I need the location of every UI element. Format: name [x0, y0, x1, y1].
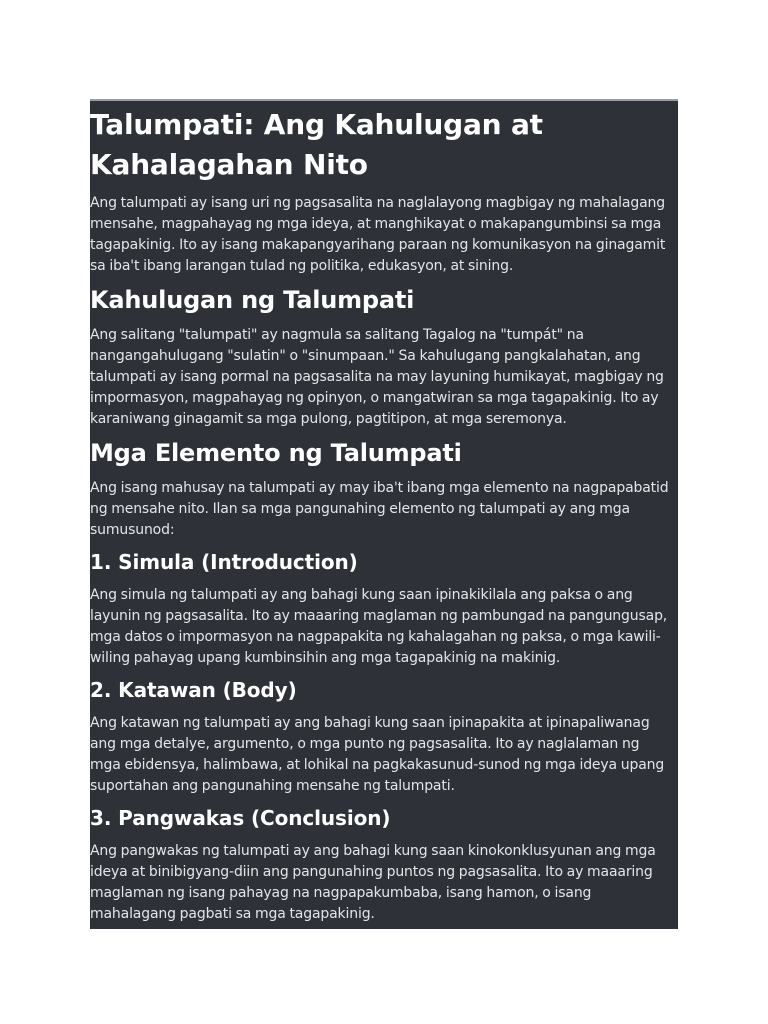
section-heading-kahulugan: Kahulugan ng Talumpati [90, 286, 415, 314]
section-body-kahulugan: Ang salitang "talumpati" ay nagmula sa salitang Tagalog na "tumpát" na nangangahulugang "sulatin" o "sinumpaan." Sa kahulugang pangkalahatan, ang talumpati ay isang pormal na pagsasalita na may layuning humikayat, magbigay ng impormasyon, magpahayag ng opinyon, o mangatwiran sa mga tagapakinig. Ito ay karaniwang ginagamit sa mga pulong, pagtitipon, at mga seremonya. [90, 327, 664, 427]
element-body-pangwakas: Ang pangwakas ng talumpati ay ang bahagi kung saan kinokonklusyunan ang mga ideya at binibigyang-diin ang pangunahing puntos ng pagsasalita. Ito ay maaaring maglaman ng isang pahayag na nagpapakumbaba, isang hamon, o isang mahalagang pagbati sa mga tagapakinig. [90, 843, 656, 922]
element-body-katawan: Ang katawan ng talumpati ay ang bahagi kung saan ipinapakita at ipinapaliwanag ang mga detalye, argumento, o mga punto ng pagsasalita. Ito ay naglalaman ng mga ebidensya, halimbawa, at lohikal na pagkakasunud-sunod ng mga ideya upang suportahan ang pangunahing mensahe ng talumpati. [90, 715, 665, 794]
intro-paragraph: Ang talumpati ay isang uri ng pagsasalita na naglalayong magbigay ng mahalagang mensahe, magpahayag ng mga ideya, at manghikayat o makapangumbinsi sa mga tagapakinig. Ito ay isang makapangyarihang paraan ng komunikasyon na ginagamit sa iba't ibang larangan tulad ng politika, edukasyon, at sining. [90, 195, 666, 274]
article-content [90, 101, 678, 925]
article-title: Talumpati: Ang Kahulugan at Kahalagahan Nito [90, 108, 543, 181]
element-body-simula: Ang simula ng talumpati ay ang bahagi kung saan ipinakikilala ang paksa o ang layunin ng pagsasalita. Ito ay maaaring maglaman ng pambungad na pangungusap, mga datos o impormasyon na nagpapakita ng kahalagahan ng paksa, o mga kawili-wiling pahayag upang kumbinsihin ang mga tagapakinig na makinig. [90, 587, 668, 666]
element-heading-simula: 1. Simula (Introduction) [90, 550, 358, 574]
section-body-elemento: Ang isang mahusay na talumpati ay may iba't ibang mga elemento na nagpapabatid ng mensahe nito. Ilan sa mga pangunahing elemento ng talumpati ay ang mga sumusunod: [90, 480, 669, 538]
section-heading-elemento: Mga Elemento ng Talumpati [90, 439, 462, 467]
article-panel [90, 101, 678, 929]
element-heading-katawan: 2. Katawan (Body) [90, 678, 297, 702]
element-heading-pangwakas: 3. Pangwakas (Conclusion) [90, 806, 391, 830]
